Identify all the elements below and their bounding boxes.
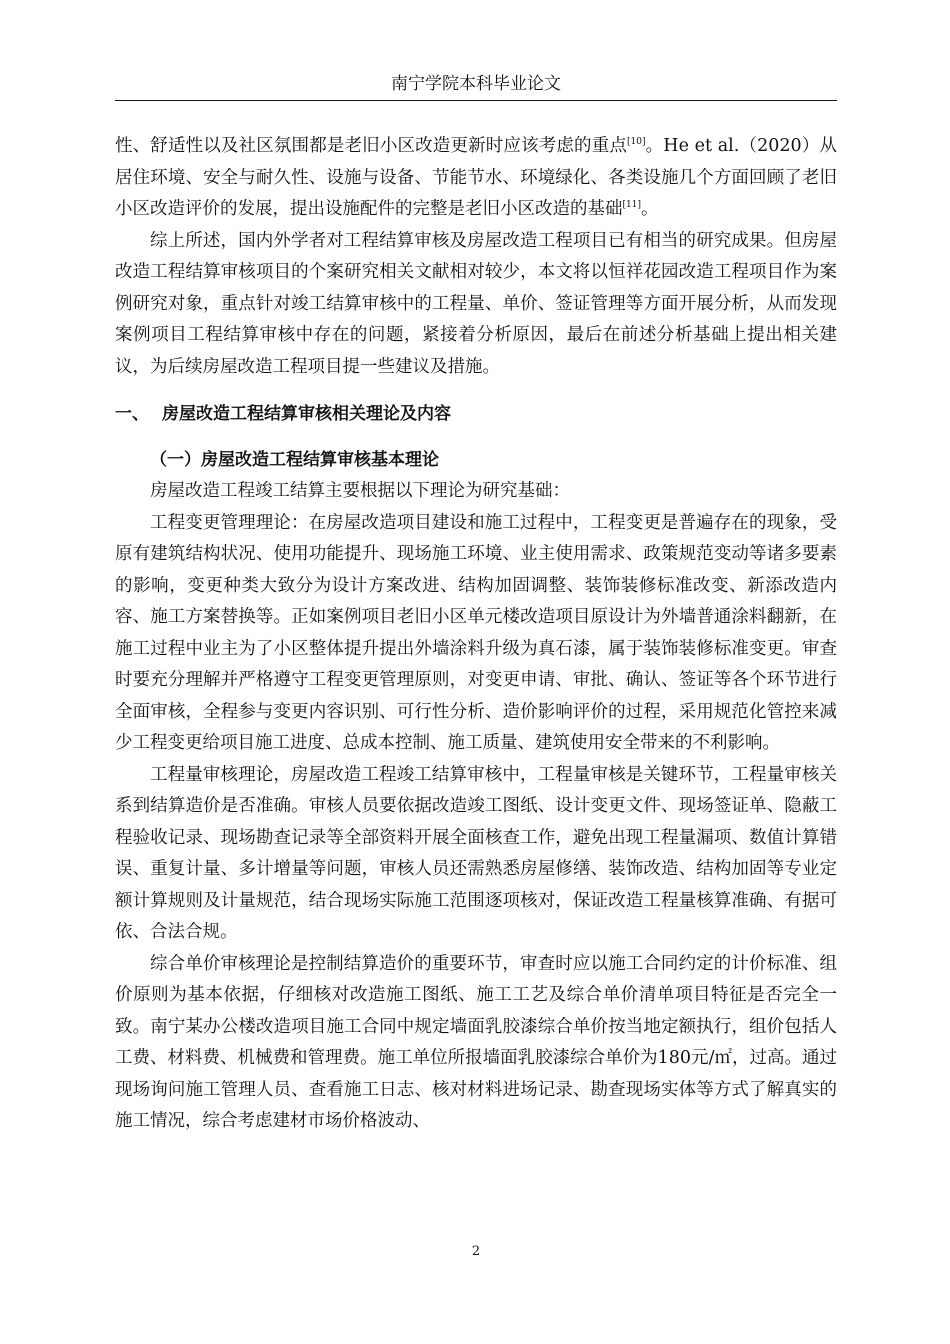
paragraph-text: 。 <box>640 199 659 219</box>
page-header: 南宁学院本科毕业论文 <box>391 74 561 94</box>
paragraph-literature-review-end <box>115 131 837 226</box>
section-title: 房屋改造工程结算审核相关理论及内容 <box>162 404 451 424</box>
paragraph-intro: 房屋改造工程竣工结算主要根据以下理论为研究基础： <box>150 481 570 501</box>
citation-ref: [10] <box>627 137 646 148</box>
section-number: 一、 <box>115 404 149 424</box>
section-heading <box>115 399 837 431</box>
paragraph-text: 。He et al.（2020）从居住环境、安全与耐久性、设施与设备、节能节水、环境绿化、各类设施几个方面回顾了老旧小区改造评价的发展，提出设施配件的完整是老旧小区改造的基础 <box>115 136 838 219</box>
paragraph-change-management: 工程变更管理理论：在房屋改造项目建设和施工过程中，工程变更是普遍存在的现象，受原有建筑结构状况、使用功能提升、现场施工环境、业主使用需求、政策规范变动等诸多要素的影响，变更种类大致分为设计方案改进、结构加固调整、装饰装修标准改变、新添改造内容、施工方案替换等。正如案例项目老旧小区单元楼改造项目原设计为外墙普通涂料翻新，在施工过程中业主为了小区整体提升提出外墙涂料升级为真石漆，属于装饰装修标准变更。审查时要充分理解并严格遵守工程变更管理原则，对变更申请、审批、确认、签证等各个环节进行全面审核，全程参与变更内容识别、可行性分析、造价影响评价的过程，采用规范化管控来减少工程变更给项目施工进度、总成本控制、施工质量、建筑使用安全带来的不利影响。 <box>115 512 837 753</box>
paragraph-summary: 综上所述，国内外学者对工程结算审核及房屋改造工程项目已有相当的研究成果。但房屋改造工程结算审核项目的个案研究相关文献相对较少，本文将以恒祥花园改造工程项目作为案例研究对象，重点针对竣工结算审核中的工程量、单价、签证管理等方面开展分析，从而发现案例项目工程结算审核中存在的问题，紧接着分析原因，最后在前述分析基础上提出相关建议，为后续房屋改造工程项目提一些建议及措施。 <box>115 230 837 377</box>
paragraph-quantity-review: 工程量审核理论，房屋改造工程竣工结算审核中，工程量审核是关键环节，工程量审核关系到结算造价是否准确。审核人员要依据改造竣工图纸、设计变更文件、现场签证单、隐蔽工程验收记录、现场勘查记录等全部资料开展全面核查工作，避免出现工程量漏项、数值计算错误、重复计量、多计增量等问题，审核人员还需熟悉房屋修缮、装饰改造、结构加固等专业定额计算规则及计量规范，结合现场实际施工范围逐项核对，保证改造工程量核算准确、有据可依、合法合规。 <box>115 764 837 942</box>
page-number: 2 <box>471 1244 481 1259</box>
subsection-heading: （一）房屋改造工程结算审核基本理论 <box>150 449 439 470</box>
header-divider <box>115 100 837 101</box>
document-body <box>115 131 837 1138</box>
citation-ref: [11] <box>622 200 641 211</box>
paragraph-text: 性、舒适性以及社区氛围都是老旧小区改造更新时应该考虑的重点 <box>115 136 628 156</box>
paragraph-unit-price-review: 综合单价审核理论是控制结算造价的重要环节，审查时应以施工合同约定的计价标准、组价原则为基本依据，仔细核对改造施工图纸、施工工艺及综合单价清单项目特征是否完全一致。南宁某办公楼改造项目施工合同中规定墙面乳胶漆综合单价按当地定额执行，组价包括人工费、材料费、机械费和管理费。施工单位所报墙面乳胶漆综合单价为180元/㎡，过高。通过现场询问施工管理人员、查看施工日志、核对材料进场记录、勘查现场实体等方式了解真实的施工情况，综合考虑建材市场价格波动、 <box>115 953 837 1131</box>
